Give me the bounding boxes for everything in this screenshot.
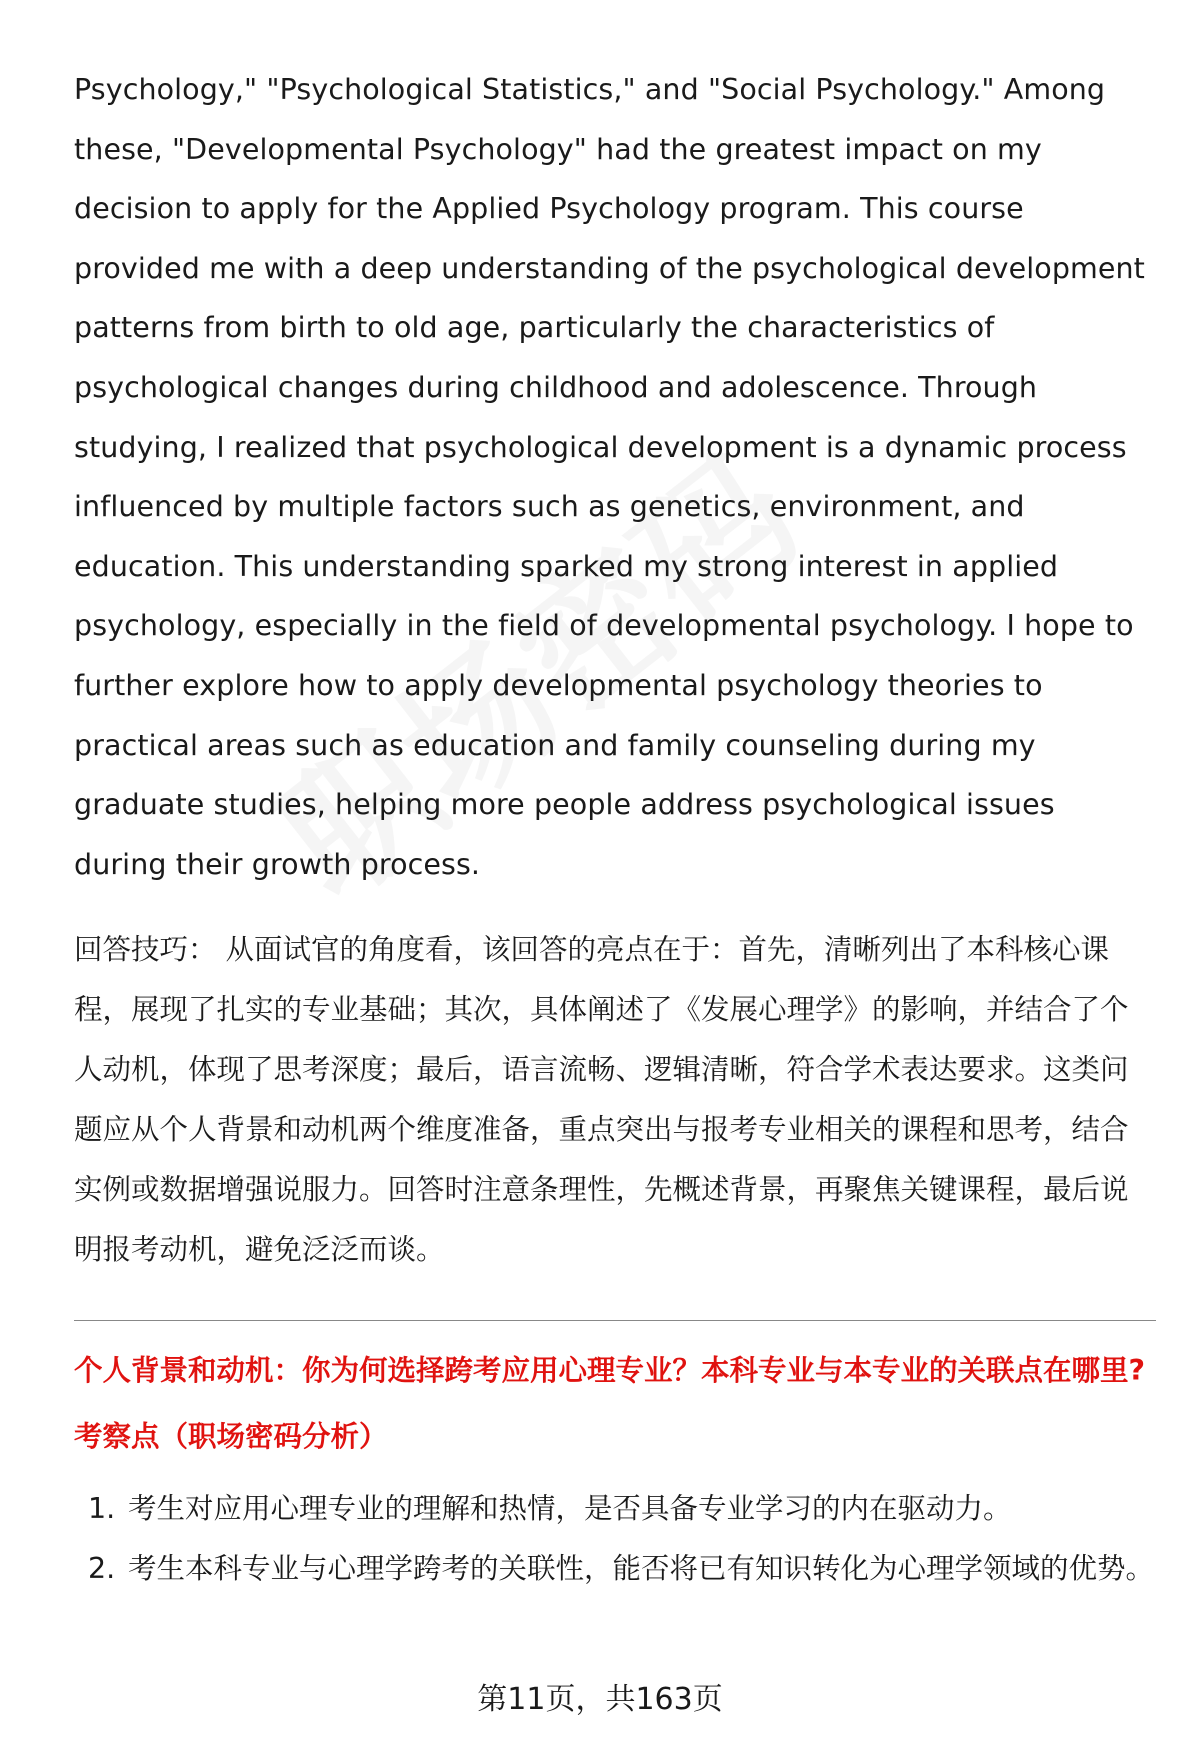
list-item	[74, 1539, 1156, 1599]
list-item-number: 1.	[88, 1492, 116, 1526]
assessment-points-heading: 考察点（职场密码分析）	[74, 1420, 388, 1454]
answer-tips-paragraph: 回答技巧： 从面试官的角度看，该回答的亮点在于：首先，清晰列出了本科核心课程，展现了扎实的专业基础；其次，具体阐述了《发展心理学》的影响，并结合了个人动机，体现了思考深度；最后，语言流畅、逻辑清晰，符合学术表达要求。这类问题应从个人背景和动机两个维度准备，重点突出与报考专业相关的课程和思考，结合实例或数据增强说服力。回答时注意条理性，先概述背景，再聚焦关键课程，最后说明报考动机，避免泛泛而谈。	[74, 933, 1129, 1267]
list-item	[74, 1479, 1156, 1539]
document-page	[74, 60, 1156, 1599]
assessment-points-list	[74, 1479, 1156, 1599]
list-item-text: 考生对应用心理专业的理解和热情，是否具备专业学习的内在驱动力。	[128, 1492, 1012, 1526]
question-heading: 个人背景和动机：你为何选择跨考应用心理专业？本科专业与本专业的关联点在哪里?	[74, 1354, 1146, 1388]
list-item-number: 2.	[88, 1552, 116, 1586]
answer-paragraph: Psychology," "Psychological Statistics," and "Social Psychology." Among these, "Developmental Psychology" had the greatest impact on my decision to apply for the Applied Psychology program. This course provided me with a deep understanding of the psychological development patterns from birth to old age, particularly the characteristics of psychological changes during childhood and adolescence. Through studying, I realized that psychological development is a dynamic process influenced by multiple factors such as genetics, environment, and education. This understanding sparked my strong interest in applied psychology, especially in the field of developmental psychology. I hope to further explore how to apply developmental psychology theories to practical areas such as education and family counseling during my graduate studies, helping more people address psychological issues during their growth process.	[74, 73, 1145, 881]
page-number: 第11页，共163页	[477, 1682, 723, 1717]
list-item-text: 考生本科专业与心理学跨考的关联性，能否将已有知识转化为心理学领域的优势。	[128, 1552, 1155, 1586]
section-divider	[74, 1320, 1156, 1321]
